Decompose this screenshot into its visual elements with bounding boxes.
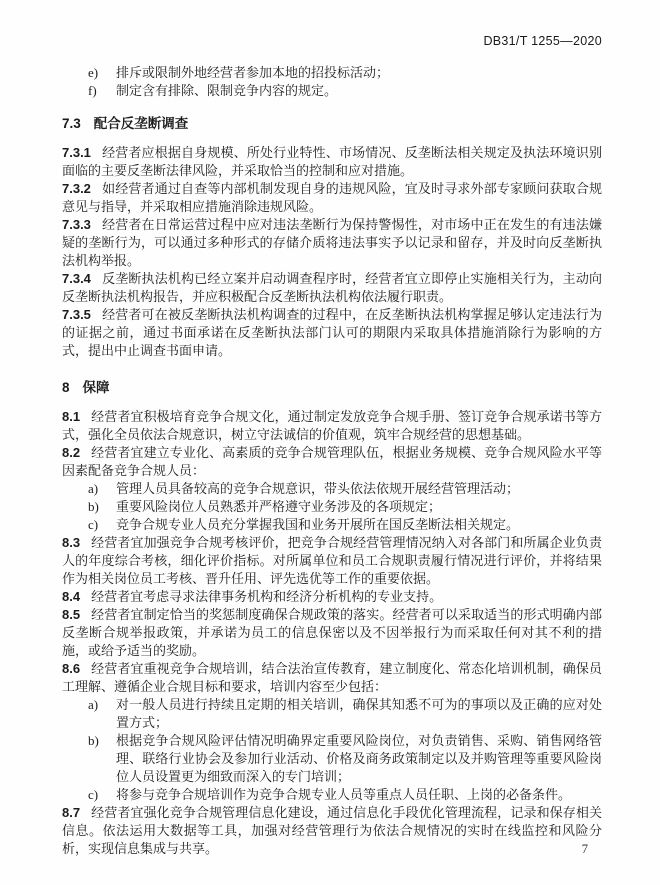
clause-8-4 xyxy=(62,588,602,606)
page-content xyxy=(62,34,602,858)
list-item-label: b) xyxy=(88,733,99,748)
clause-7-3-2 xyxy=(62,180,602,216)
clause-text: 经营者宜积极培育竞争合规文化，通过制定发放竞争合规手册、签订竞争合规承诺书等方式，强化全员依法合规意识，树立守法诚信的价值观，筑牢合规经营的思想基础。 xyxy=(62,409,602,442)
section-number: 7.3 xyxy=(62,116,81,131)
list-item-label: c) xyxy=(88,517,99,532)
clause-number: 7.3.1 xyxy=(62,145,91,160)
clause-number: 8.4 xyxy=(62,589,81,604)
clause-number: 7.3.3 xyxy=(62,217,91,232)
section-title: 保障 xyxy=(82,380,110,395)
list-item xyxy=(88,516,602,534)
list-item-text: 制定含有排除、限制竞争内容的规定。 xyxy=(116,83,338,98)
clause-number: 7.3.2 xyxy=(62,181,91,196)
section-heading-8 xyxy=(62,379,602,397)
list-item xyxy=(88,480,602,498)
clause-7-3-1 xyxy=(62,144,602,180)
clause-text: 经营者可在被反垄断执法机构调查的过程中，在反垄断执法机构掌握足够认定违法行为的证据之前，通过书面承诺在反垄断执法部门认可的期限内采取具体措施消除行为影响的方式，提出中止调查书面申请。 xyxy=(62,307,602,358)
clause-number: 8.7 xyxy=(62,805,81,820)
document-body xyxy=(62,64,602,858)
clause-8-1 xyxy=(62,408,602,444)
list-item-text: 重要风险岗位人员熟悉并严格遵守业务涉及的各项规定； xyxy=(116,499,442,514)
clause-text: 经营者宜强化竞争合规管理信息化建设，通过信息化手段优化管理流程，记录和保存相关信息。依法运用大数据等工具，加强对经营管理行为依法合规情况的实时在线监控和风险分析，实现信息集成与共享。 xyxy=(62,805,602,856)
running-header xyxy=(62,34,602,48)
clause-number: 8.6 xyxy=(62,661,81,676)
list-item-text: 排斥或限制外地经营者参加本地的招投标活动； xyxy=(116,65,390,80)
list-item-text: 竞争合规专业人员充分掌握我国和业务开展所在国反垄断法相关规定。 xyxy=(116,517,520,532)
page-number: 7 xyxy=(581,842,588,856)
list-item-text: 根据竞争合规风险评估情况明确界定重要风险岗位，对负责销售、采购、销售网络管理、联络行业协会及参加行业活动、价格及商务政策制定以及并购管理等重要风险岗位人员设置更为细致而深入的专门培训； xyxy=(116,733,602,784)
list-item xyxy=(88,732,602,786)
clause-8-2 xyxy=(62,444,602,480)
clause-text: 反垄断执法机构已经立案并启动调查程序时，经营者宜立即停止实施相关行为，主动向反垄断执法机构报告，并应积极配合反垄断执法机构依法履行职责。 xyxy=(62,271,602,304)
list-item-label: f) xyxy=(88,83,97,98)
clause-number: 7.3.5 xyxy=(62,307,91,322)
clause-text: 经营者宜建立专业化、高素质的竞争合规管理队伍，根据业务规模、竞争合规风险水平等因素配备竞争合规人员： xyxy=(62,445,602,478)
clause-7-3-3 xyxy=(62,216,602,270)
section-heading-7-3 xyxy=(62,115,602,133)
clause-text: 经营者宜重视竞争合规培训，结合法治宣传教育，建立制度化、常态化培训机制，确保员工理解、遵循企业合规目标和要求，培训内容至少包括： xyxy=(62,661,602,694)
clause-text: 经营者应根据自身规模、所处行业特性、市场情况、反垄断法相关规定及执法环境识别面临的主要反垄断法律风险，并采取恰当的控制和应对措施。 xyxy=(62,145,602,178)
list-item-text: 对一般人员进行持续且定期的相关培训，确保其知悉不可为的事项以及正确的应对处置方式； xyxy=(116,697,602,730)
clause-number: 7.3.4 xyxy=(62,271,91,286)
section-number: 8 xyxy=(62,380,70,395)
clause-8-6 xyxy=(62,660,602,696)
clause-8-5 xyxy=(62,606,602,660)
standard-number: DB31/T 1255—2020 xyxy=(483,34,602,48)
clause-text: 经营者宜制定恰当的奖惩制度确保合规政策的落实。经营者可以采取适当的形式明确内部反垄断合规举报政策，并承诺为员工的信息保密以及不因举报行为而采取任何对其不利的措施，或给予适当的奖励。 xyxy=(62,607,602,658)
list-item xyxy=(88,64,602,82)
clause-7-3-4 xyxy=(62,270,602,306)
list-item-text: 管理人员具备较高的竞争合规意识，带头依法依规开展经营管理活动； xyxy=(116,481,520,496)
list-item-label: a) xyxy=(88,697,99,712)
list-item xyxy=(88,786,602,804)
list-item-label: e) xyxy=(88,65,99,80)
clause-7-3-5 xyxy=(62,306,602,360)
list-item xyxy=(88,82,602,100)
clause-text: 经营者在日常运营过程中应对违法垄断行为保持警惕性，对市场中正在发生的有违法嫌疑的垄断行为，可以通过多种形式的存储介质将违法事实予以记录和留存，并及时向反垄断执法机构举报。 xyxy=(62,217,602,268)
list-item xyxy=(88,696,602,732)
list-item-label: b) xyxy=(88,499,99,514)
clause-text: 经营者宜加强竞争合规考核评价，把竞争合规经营管理情况纳入对各部门和所属企业负责人的年度综合考核，细化评价指标。对所属单位和员工合规职责履行情况进行评价，并将结果作为相关岗位员工考核、晋升任用、评先选优等工作的重要依据。 xyxy=(62,535,602,586)
clause-text: 经营者宜考虑寻求法律事务机构和经济分析机构的专业支持。 xyxy=(91,589,443,604)
list-item xyxy=(88,498,602,516)
clause-8-7 xyxy=(62,804,602,858)
clause-number: 8.5 xyxy=(62,607,81,622)
clause-number: 8.2 xyxy=(62,445,81,460)
list-item-label: a) xyxy=(88,481,99,496)
list-item-label: c) xyxy=(88,787,99,802)
clause-number: 8.1 xyxy=(62,409,81,424)
list-item-text: 将参与竞争合规培训作为竞争合规专业人员等重点人员任职、上岗的必备条件。 xyxy=(116,787,572,802)
section-title: 配合反垄断调查 xyxy=(93,116,189,131)
clause-8-3 xyxy=(62,534,602,588)
clause-text: 如经营者通过自查等内部机制发现自身的违规风险，宜及时寻求外部专家顾问获取合规意见与指导，并采取相应措施消除违规风险。 xyxy=(62,181,602,214)
clause-number: 8.3 xyxy=(62,535,81,550)
